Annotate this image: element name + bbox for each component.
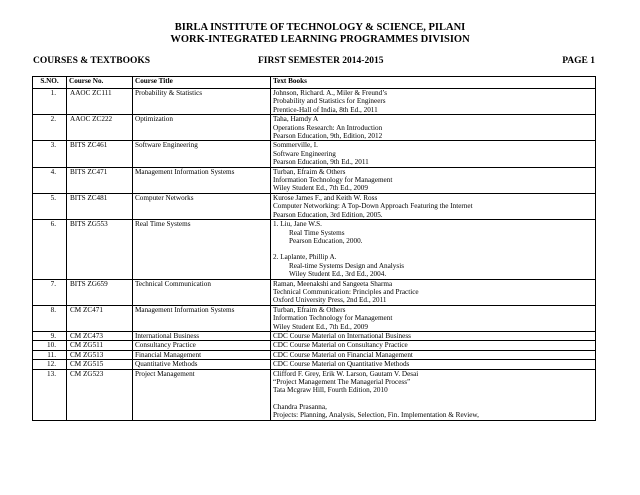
text-books-cell — [271, 350, 596, 359]
sno-cell: 1. — [33, 89, 67, 115]
book-line: Information Technology for Management — [273, 176, 393, 185]
courses-table — [32, 76, 596, 421]
course-title-cell: Optimization — [133, 115, 271, 141]
book-line: CDC Course Material on Financial Management — [273, 350, 413, 359]
course-no-cell: AAOC ZC111 — [67, 89, 133, 115]
sno-cell: 4. — [33, 167, 67, 193]
course-no-cell: AAOC ZC222 — [67, 115, 133, 141]
sno-cell: 2. — [33, 115, 67, 141]
course-title-cell: Software Engineering — [133, 141, 271, 167]
table-row — [33, 167, 596, 193]
course-title-cell: Management Information Systems — [133, 167, 271, 193]
course-title-cell: Probability & Statistics — [133, 89, 271, 115]
course-no-cell: CM ZC473 — [67, 331, 133, 340]
text-books-cell — [271, 369, 596, 420]
text-books-cell — [271, 141, 596, 167]
book-line: 2. Laplante, Phillip A. — [273, 253, 337, 262]
column-header-text-books: Text Books — [271, 77, 596, 89]
course-title-cell: Real Time Systems — [133, 220, 271, 279]
book-line: Johnson, Richard. A., Miler & Freund’s — [273, 89, 387, 97]
book-line: Information Technology for Management — [273, 314, 393, 323]
table-row — [33, 115, 596, 141]
book-line: Software Engineering — [273, 149, 336, 158]
book-line: Pearson Education, 3rd Edition, 2005. — [273, 210, 383, 219]
book-line: Wiley Student Ed., 7th Ed., 2009 — [273, 322, 368, 331]
book-line: Oxford University Press, 2nd Ed., 2011 — [273, 296, 387, 305]
course-title-cell: Financial Management — [133, 350, 271, 359]
column-header-course-no: Course No. — [67, 77, 133, 89]
page-number: PAGE 1 — [562, 56, 595, 66]
text-books-cell — [271, 220, 596, 279]
book-line: Real-time Systems Design and Analysis — [289, 261, 404, 270]
book-line: Kurose James F., and Keith W. Ross — [273, 193, 378, 202]
book-line: Tata Mcgraw Hill, Fourth Edition, 2010 — [273, 386, 388, 395]
course-no-cell: CM ZG523 — [67, 369, 133, 420]
column-header-course-title: Course Title — [133, 77, 271, 89]
book-line: Chandra Prasanna, — [273, 402, 327, 411]
course-no-cell: BITS ZC471 — [67, 167, 133, 193]
text-books-cell — [271, 341, 596, 350]
sno-cell: 7. — [33, 279, 67, 305]
book-line: Wiley Student Ed., 7th Ed., 2009 — [273, 184, 368, 193]
book-line: “Project Management The Managerial Process” — [273, 378, 411, 386]
course-title-cell: Consultancy Practice — [133, 341, 271, 350]
book-line: Taha, Hamdy A — [273, 115, 319, 124]
book-line: Turban, Efraim & Others — [273, 305, 346, 314]
book-line: Real Time Systems — [289, 228, 345, 237]
book-line: Pearson Education, 2000. — [289, 236, 363, 245]
sno-cell: 6. — [33, 220, 67, 279]
book-line: Operations Research: An Introduction — [273, 123, 383, 132]
table-row — [33, 331, 596, 340]
book-line: Raman, Meenakshi and Sangeeta Sharma — [273, 279, 393, 288]
text-books-cell — [271, 89, 596, 115]
course-no-cell: BITS ZG553 — [67, 220, 133, 279]
semester-label: FIRST SEMESTER 2014-2015 — [258, 56, 384, 66]
book-line: Pearson Education, 9th Ed., 2011 — [273, 158, 369, 167]
book-line: Prentice-Hall of India, 8th Ed., 2011 — [273, 105, 378, 114]
book-line: CDC Course Material on Consultancy Practice — [273, 341, 408, 350]
book-line: Projects: Planning, Analysis, Selection, Fin. Implementation & Review, — [273, 411, 479, 420]
course-no-cell: CM ZC471 — [67, 305, 133, 331]
column-header-sno: S.NO. — [33, 77, 67, 89]
document-header — [0, 22, 640, 46]
course-title-cell: International Business — [133, 331, 271, 340]
table-row — [33, 341, 596, 350]
book-line: 1. Liu, Jane W.S. — [273, 220, 322, 229]
sno-cell: 12. — [33, 360, 67, 369]
table-row — [33, 141, 596, 167]
course-no-cell: CM ZG511 — [67, 341, 133, 350]
text-books-cell — [271, 279, 596, 305]
book-line: CDC Course Material on International Business — [273, 331, 411, 340]
course-title-cell: Computer Networks — [133, 193, 271, 219]
book-line: Pearson Education, 9th, Edition, 2012 — [273, 132, 383, 141]
book-line: Turban, Efraim & Others — [273, 167, 346, 176]
sub-header — [33, 55, 595, 67]
table-row — [33, 350, 596, 359]
spacer — [273, 395, 593, 403]
book-line: Probability and Statistics for Engineers — [273, 97, 386, 106]
text-books-cell — [271, 115, 596, 141]
book-line: Wiley Student Ed., 3rd Ed., 2004. — [289, 270, 387, 279]
sno-cell: 8. — [33, 305, 67, 331]
course-title-cell: Quantitative Methods — [133, 360, 271, 369]
text-books-cell — [271, 305, 596, 331]
sno-cell: 13. — [33, 369, 67, 420]
course-no-cell: BITS ZC461 — [67, 141, 133, 167]
course-no-cell: BITS ZG659 — [67, 279, 133, 305]
table-row — [33, 305, 596, 331]
institute-name: BIRLA INSTITUTE OF TECHNOLOGY & SCIENCE, PILANI — [174, 22, 466, 33]
course-no-cell: CM ZG513 — [67, 350, 133, 359]
table-row — [33, 279, 596, 305]
sno-cell: 9. — [33, 331, 67, 340]
course-title-cell: Project Management — [133, 369, 271, 420]
text-books-cell — [271, 167, 596, 193]
book-line: Technical Communication: Principles and Practice — [273, 287, 419, 296]
text-books-cell — [271, 331, 596, 340]
sno-cell: 3. — [33, 141, 67, 167]
division-name: WORK-INTEGRATED LEARNING PROGRAMMES DIVISION — [170, 34, 470, 45]
sno-cell: 11. — [33, 350, 67, 359]
text-books-cell — [271, 360, 596, 369]
table-row — [33, 369, 596, 420]
sno-cell: 5. — [33, 193, 67, 219]
section-title: COURSES & TEXTBOOKS — [33, 56, 151, 66]
course-title-cell: Management Information Systems — [133, 305, 271, 331]
book-line: Sommerville, I. — [273, 141, 318, 150]
table-row — [33, 220, 596, 279]
spacer — [273, 245, 593, 253]
table-row — [33, 360, 596, 369]
course-title-cell: Technical Communication — [133, 279, 271, 305]
text-books-cell — [271, 193, 596, 219]
book-line: Computer Networking: A Top-Down Approach Featuring the Internet — [273, 202, 473, 211]
table-row — [33, 193, 596, 219]
table-header-row — [33, 77, 596, 89]
book-line: CDC Course Material on Quantitative Methods — [273, 360, 410, 369]
course-no-cell: BITS ZC481 — [67, 193, 133, 219]
table-row — [33, 89, 596, 115]
book-line: Clifford F. Grey, Erik W. Larson, Gautam V. Desai — [273, 369, 419, 378]
sno-cell: 10. — [33, 341, 67, 350]
course-no-cell: CM ZG515 — [67, 360, 133, 369]
